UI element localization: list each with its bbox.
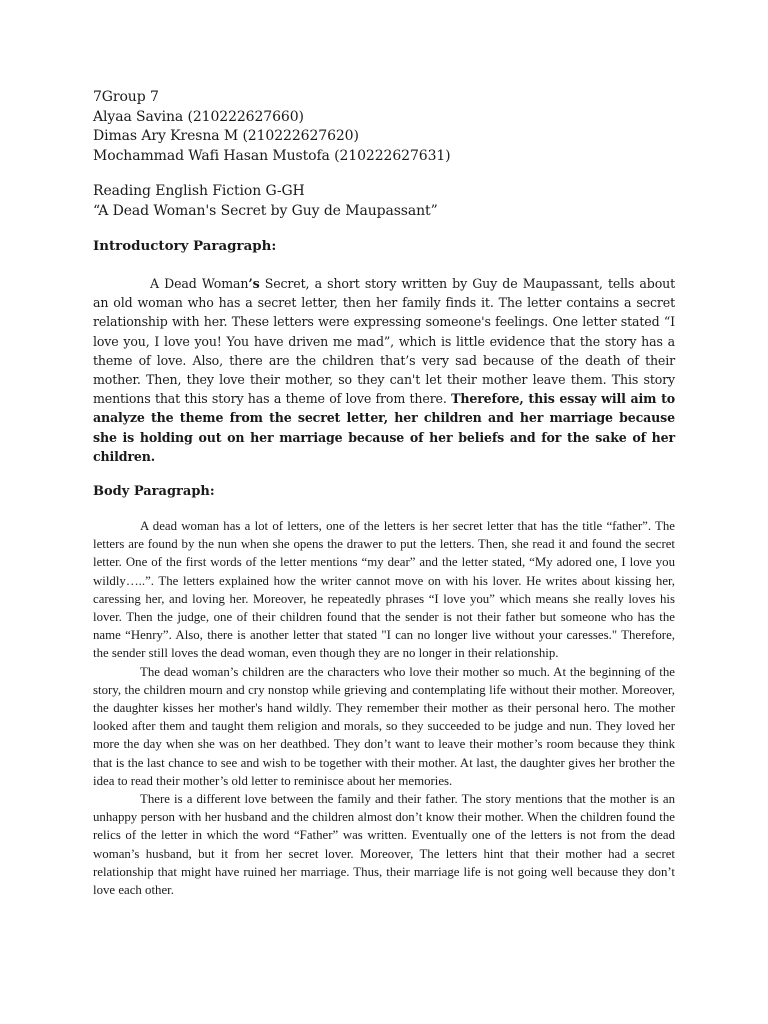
body-paragraph-1: A dead woman has a lot of letters, one of the letters is her secret letter that has the title “father”. The letters are found by the nun when she opens the drawer to put the letters. Then, she read it and found the secret letter. One of the first words of the letter mentions “my dear” and the letter stated, “My adored one, I love you wildly…..”. The letters explained how the writer cannot move on with his lover. He writes about kissing her, caressing her, and loving her. Moreover, he repeatedly phrases “I love you” which means she really loves his lover. Then the judge, one of their children found that the sender is not their father but someone who has the name “Henry”. Also, there is another letter that stated "I can no longer live without your caresses." Therefore, the sender still loves the dead woman, even though they are no longer in their relationship. [93,519,675,661]
spacer [93,255,675,274]
essay-title: “A Dead Woman's Secret by Guy de Maupassant” [93,202,438,219]
intro-text-bold-s: ’s [248,276,260,291]
member-name: Dimas Ary Kresna M (210222627620) [93,128,359,144]
body-paragraph-3: There is a different love between the family and their father. The story mentions that the mother is an unhappy person with her husband and the children almost don’t know their mother. When the children found the relics of the letter in which the word “Father” was written. Eventually one of the letters is not from the dead woman’s husband, but it from her secret lover. Moreover, The letters hint that their mother had a secret relationship that might have ruined her marriage. Thus, their marriage life is not going well because they don’t love each other. [93,792,675,898]
document-page [93,88,675,899]
intro-paragraph [93,274,675,466]
spacer [93,501,675,517]
member-name: Alyaa Savina (210222627660) [93,108,304,125]
member-name: Mochammad Wafi Hasan Mustofa (210222627631) [93,147,451,164]
thesis-statement: Therefore, this essay will aim to analyze the theme from the secret letter, her children and her marriage because she is holding out on her marriage because of her beliefs and for the sake of her children. [93,391,675,464]
body-paragraph-2: The dead woman’s children are the characters who love their mother so much. At the beginning of the story, the children mourn and cry nonstop while grieving and contemplating life without their mother. Moreover, the daughter kisses her mother's hand wildly. They remember their mother as their personal hero. The mother looked after them and taught them religion and morals, so they succeeded to be judge and nun. They loved her more the day when she was on her deathbed. They don’t want to leave their mother’s room because they think that is the last chance to see and wish to be together with their mother. At last, the daughter gives her brother the idea to read their mother’s old letter to reminisce about her memories. [93,664,675,788]
intro-text-start: A Dead Woman [150,276,249,291]
spacer [93,221,675,237]
spacer [93,466,675,483]
intro-heading: Introductory Paragraph: [93,238,277,254]
group-label: 7Group 7 [93,89,159,105]
course-name: Reading English Fiction G-GH [93,183,305,199]
intro-text-rest: Secret, a short story written by Guy de Maupassant, tells about an old woman who has a secret letter, then her family finds it. The letter contains a secret relationship with her. These letters were expressing someone's feelings. One letter stated “I love you, I love you! You have driven me mad”, which is little evidence that the story has a theme of love. Also, there are the children that’s very sad because of the death of their mother. Then, they love their mother, so they can't let their mother leave them. This story mentions that this story has a theme of love from there. [93,276,675,407]
body-heading: Body Paragraph: [93,484,215,500]
spacer [93,166,675,182]
